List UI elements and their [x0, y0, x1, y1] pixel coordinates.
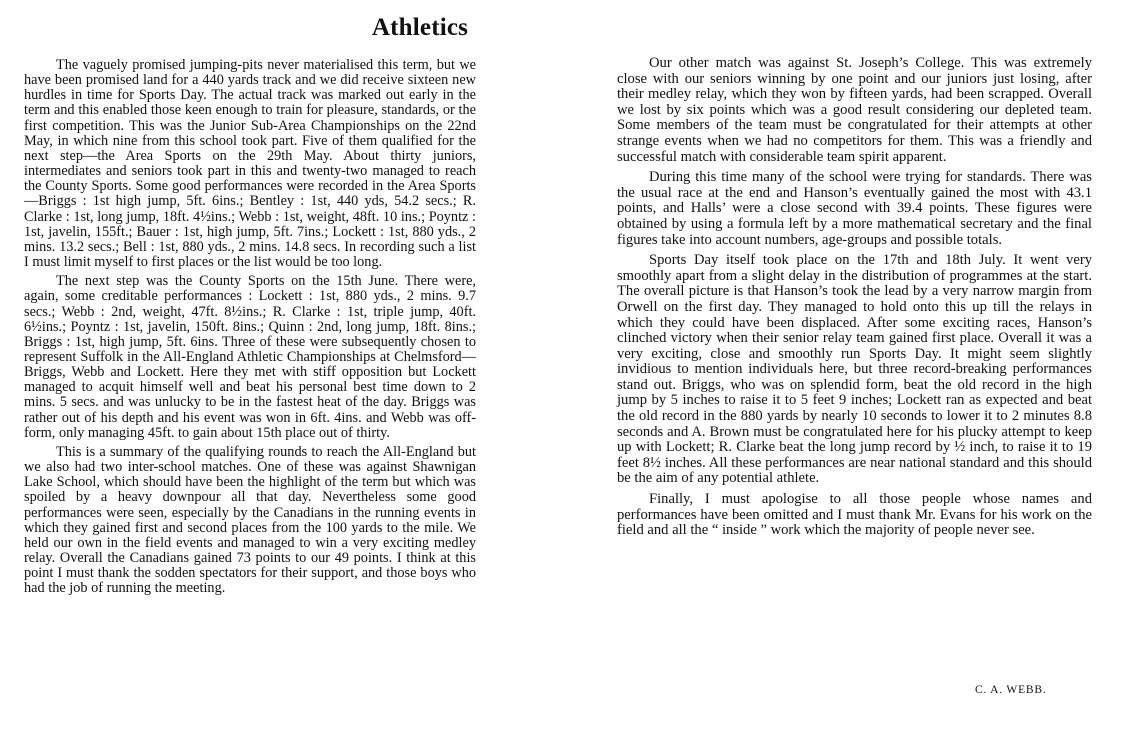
article-title: Athletics: [371, 14, 469, 41]
paragraph-standards: During this time many of the school were trying for standards. There was the usual race at the end and Hanson’s eventually gained the most with 43.1 points, and Halls’ were a close second with 39.4 points. These figures were obtained by using a formula left by a more mathematical secretary and the final figures take into account numbers, age-groups and possible totals.: [617, 169, 1092, 248]
paragraph-county-sports: The next step was the County Sports on the 15th June. There were, again, some creditable performances : Lockett : 1st, 880 yds., 2 mins. 9.7 secs.; Webb : 2nd, weight, 47ft. 8½ins.; R. Clarke : 1st, triple jump, 40ft. 6½ins.; Poyntz : 1st, javelin, 150ft. 8ins.; Quinn : 2nd, long jump, 18ft. 8ins.; Briggs : 1st, high jump, 5ft. 6ins. Three of these were subsequently chosen to represent Suffolk in the All-England Athletic Championships at Chelmsford—Briggs, Webb and Lockett. Here they met with stiff opposition but Lockett managed to acquit himself well and beat his personal best time down to 2 mins. 5 secs. and was unlucky to be in the fastest heat of the day. Briggs was rather out of his depth and his event was won in 6ft. 4ins. and Webb was off-form, only managing 45ft. to gain about 15th place out of thirty.: [24, 273, 476, 441]
paragraph-inter-school-shawnigan: This is a summary of the qualifying rounds to reach the All-England but we also had two inter-school matches. One of these was against Shawnigan Lake School, which should have been the highlight of the term but which was spoiled by a heavy downpour all that day. Nevertheless some good performances were seen, especially by the Canadians in the running events in which they gained first and second places from the 100 yards to the mile. We held our own in the field events and managed to win a very exciting medley relay. Overall the Canadians gained 73 points to our 49 points. I think at this point I must thank the sodden spectators for their support, and those boys who had the job of running the meeting.: [24, 443, 476, 597]
author-signature: C. A. WEBB.: [975, 684, 1047, 696]
left-column: [24, 58, 476, 596]
paragraph-junior-area-championships: The vaguely promised jumping-pits never materialised this term, but we have been promised land for a 440 yards track and we did receive sixteen new hurdles in time for Sports Day. The actual track was marked out early in the term and this enabled those keen enough to train for pleasure, standards, or the first competition. This was the Junior Sub-Area Championships on the 22nd May, in which nine from this school took part. Five of them qualified for the next step—the Area Sports on the 29th May. About thirty juniors, intermediates and seniors took part in this and twenty-two managed to reach the County Sports. Some good performances were recorded in the Area Sports—Briggs : 1st high jump, 5ft. 6ins.; Bentley : 1st, 440 yds, 54.2 secs.; R. Clarke : 1st, long jump, 18ft. 4½ins.; Webb : 1st, weight, 48ft. 10 ins.; Poyntz : 1st, javelin, 155ft.; Bauer : 1st, high jump, 5ft. 7ins.; Lockett : 1st, 880 yds., 2 mins. 13.2 secs.; Bell : 1st, 880 yds., 2 mins. 14.8 secs. In recording such a list I must limit myself to first places or the list would be too long.: [24, 57, 476, 271]
paragraph-sports-day: Sports Day itself took place on the 17th and 18th July. It went very smoothly apart from a slight delay in the distribution of programmes at the start. The overall picture is that Hanson’s took the lead by a very narrow margin from Orwell on the first day. They managed to hold onto this up till the relays in which they could have been displaced. After some exciting races, Hanson’s clinched victory when their senior relay team gained first place. Overall it was a very exciting, close and smoothly run Sports Day. It might seem slightly invidious to mention individuals here, but three record-breaking performances stand out. Briggs, who was on splendid form, beat the old record in the high jump by 5 inches to raise it to 5 feet 9 inches; Lockett ran as expected and beat the old record in the 880 yards by nearly 10 seconds to lower it to 2 minutes 8.8 seconds and A. Brown must be congratulated here for his plucky attempt to keep up with Lockett; R. Clarke beat the long jump record by ½ inch, to raise it to 19 feet 8½ inches. All these performances are near national standard and this should be the aim of any potential athlete.: [617, 252, 1092, 487]
paragraph-st-josephs-match: Our other match was against St. Joseph’s College. This was extremely close with our seniors winning by one point and our juniors just losing, after their medley relay, which they won by fifteen yards, had been scrapped. Overall we lost by six points which was a good result considering our depleted team. Some members of the team must be congratulated for their attempts at other strange events when we had no competitors for them. This was a friendly and successful match with considerable team spirit apparent.: [617, 55, 1092, 165]
right-column: [617, 56, 1092, 539]
paragraph-closing-thanks: Finally, I must apologise to all those people whose names and performances have been omitted and I must thank Mr. Evans for his work on the field and all the “ inside ” work which the majority of people never see.: [617, 491, 1092, 539]
